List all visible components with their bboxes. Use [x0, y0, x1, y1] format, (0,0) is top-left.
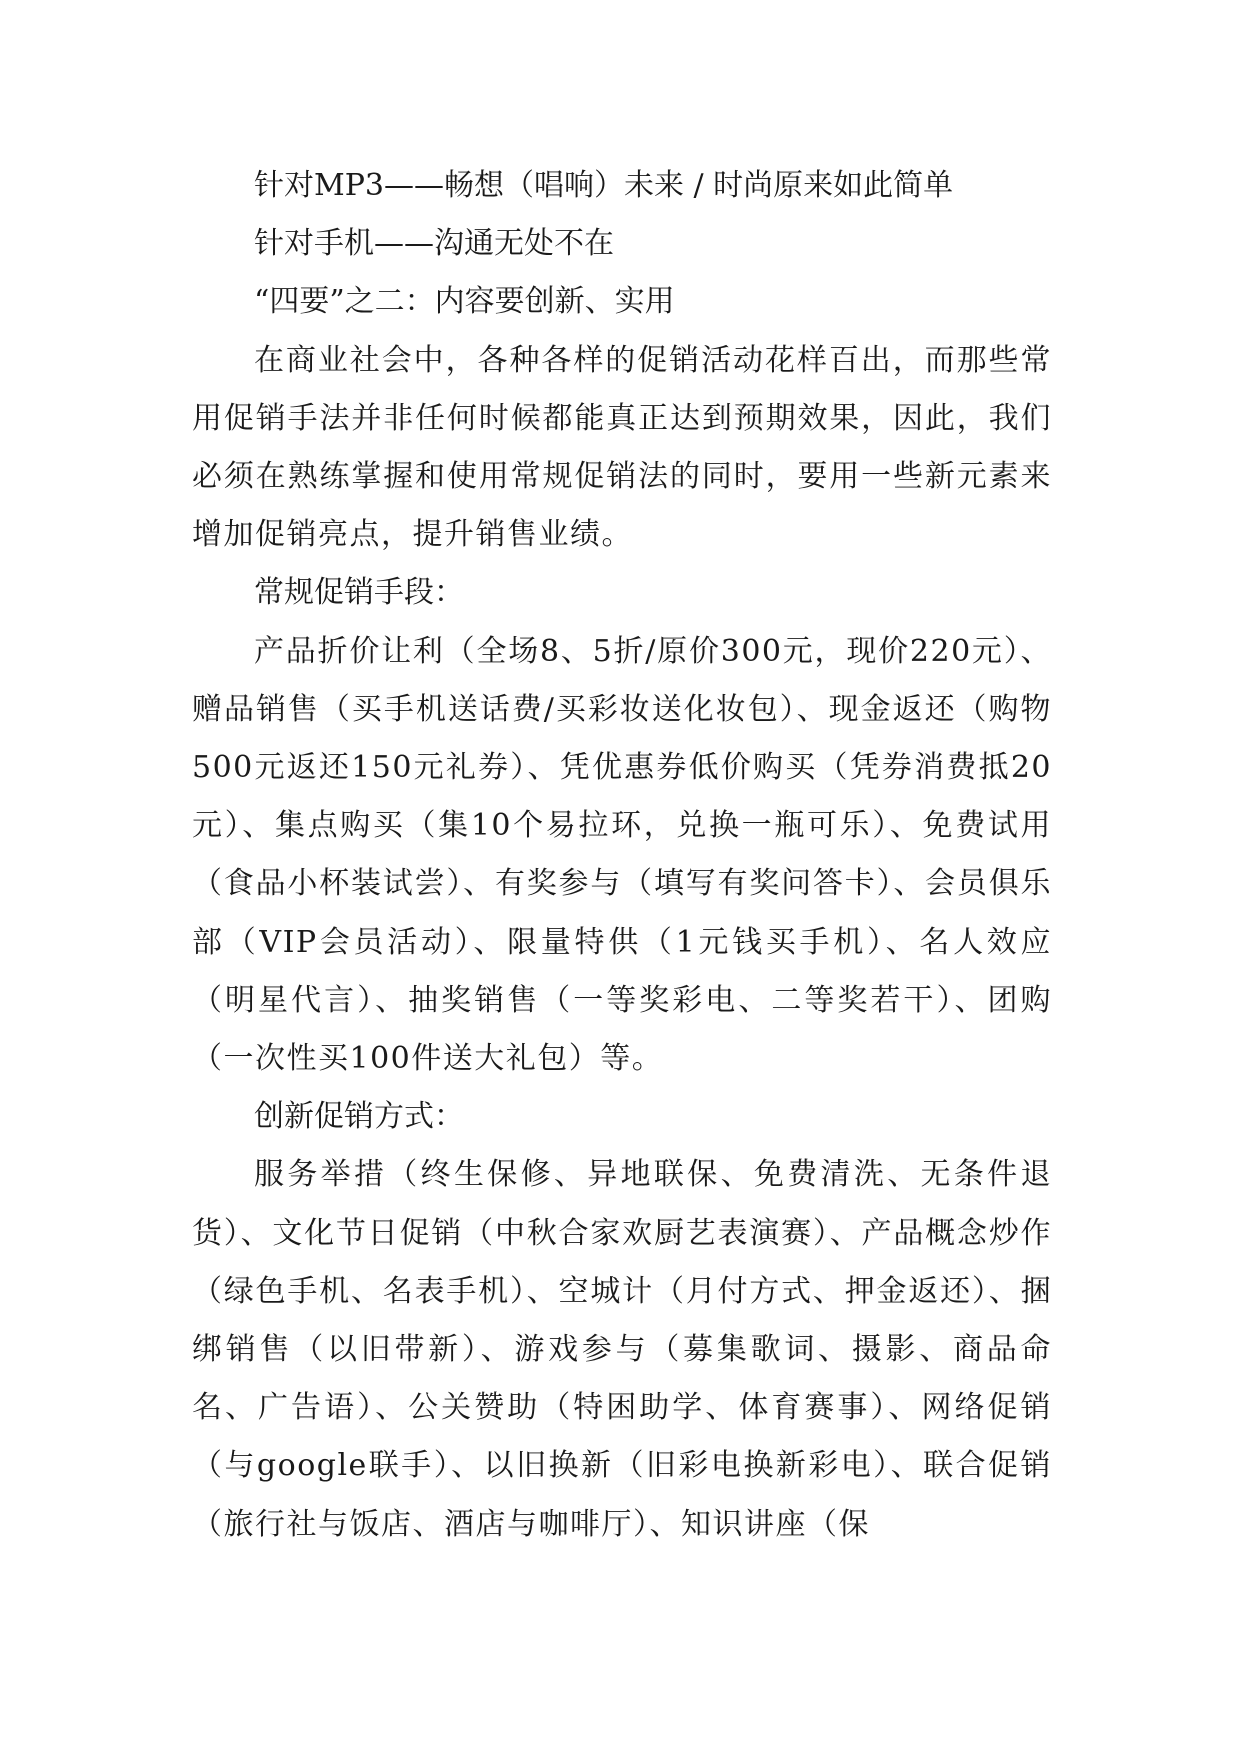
subheading-conventional-promotion: 常规促销手段： [254, 575, 464, 611]
document-body [192, 157, 1052, 1554]
subheading-innovative-promotion: 创新促销方式： [254, 1099, 464, 1135]
section-heading-four-musts-two: “四要”之二：内容要创新、实用 [254, 284, 675, 320]
paragraph-innovative-methods: 服务举措（终生保修、异地联保、免费清洗、无条件退货）、文化节日促销（中秋合家欢厨艺表演赛）、产品概念炒作（绿色手机、名表手机）、空城计（月付方式、押金返还）、捆绑销售（以旧带新）、游戏参与（募集歌词、摄影、商品命名、广告语）、公关赞助（特困助学、体育赛事）、网络促销（与google联手）、以旧换新（旧彩电换新彩电）、联合促销（旅行社与饭店、酒店与咖啡厅）、知识讲座（保 [192, 1157, 1052, 1542]
paragraph-phone-slogan: 针对手机——沟通无处不在 [254, 226, 614, 262]
paragraph-conventional-methods: 产品折价让利（全场8、5折/原价300元，现价220元）、赠品销售（买手机送话费/买彩妆送化妆包）、现金返还（购物500元返还150元礼券）、凭优惠券低价购买（凭券消费抵20元）、集点购买（集10个易拉环，兑换一瓶可乐）、免费试用（食品小杯装试尝）、有奖参与（填写有奖问答卡）、会员俱乐部（VIP会员活动）、限量特供（1元钱买手机）、名人效应（明星代言）、抽奖销售（一等奖彩电、二等奖若干）、团购（一次性买100件送大礼包）等。 [192, 633, 1052, 1077]
paragraph-intro: 在商业社会中，各种各样的促销活动花样百出，而那些常用促销手法并非任何时候都能真正达到预期效果，因此，我们必须在熟练掌握和使用常规促销法的同时，要用一些新元素来增加促销亮点，提升销售业绩。 [192, 342, 1052, 553]
paragraph-mp3-slogan: 针对MP3——畅想（唱响）未来 / 时尚原来如此简单 [254, 168, 954, 203]
